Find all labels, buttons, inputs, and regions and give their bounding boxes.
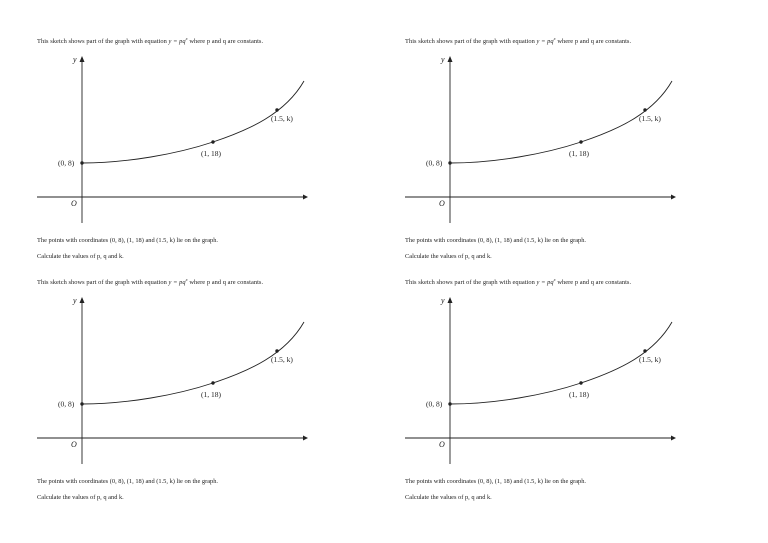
question-card (37, 36, 367, 266)
point-c-label: (1.5, k) (271, 114, 293, 123)
point-c-dot (643, 108, 646, 111)
points-statement: The points with coordinates (0, 8), (1, 18) and (1.5, k) lie on the graph. (37, 237, 219, 244)
exponential-graph (405, 48, 677, 226)
point-c-dot (275, 108, 278, 111)
point-a-label: (0, 8) (58, 399, 75, 409)
y-axis-arrow (448, 56, 453, 62)
equation: $y = pq^x$ (168, 277, 188, 287)
point-a-label: (0, 8) (58, 158, 75, 168)
origin-label: O (439, 199, 445, 208)
point-a-dot (80, 402, 83, 405)
exponential-graph (405, 289, 677, 467)
point-a-label: (0, 8) (426, 158, 443, 168)
points-statement: The points with coordinates (0, 8), (1, 18) and (1.5, k) lie on the graph. (405, 478, 587, 485)
calculate-instruction: Calculate the values of p, q and k. (37, 494, 124, 501)
origin-label: O (71, 440, 77, 449)
calculate-instruction: Calculate the values of p, q and k. (37, 253, 124, 260)
points-statement: The points with coordinates (0, 8), (1, 18) and (1.5, k) lie on the graph. (405, 237, 587, 244)
equation: $y = pq^x$ (536, 277, 556, 287)
question-card (37, 277, 367, 507)
point-b-dot (211, 140, 214, 143)
y-axis-label: y (441, 55, 445, 64)
exponential-graph (37, 289, 309, 467)
y-axis-arrow (448, 297, 453, 303)
point-a-label: (0, 8) (426, 399, 443, 409)
question-intro: This sketch shows part of the graph with equation $y = pq^x$ where p and q are constants. (37, 277, 264, 287)
point-b-dot (211, 381, 214, 384)
point-c-dot (643, 349, 646, 352)
origin-label: O (71, 199, 77, 208)
y-axis-label: y (73, 296, 77, 305)
point-b-label: (1, 18) (201, 149, 221, 158)
point-c-dot (275, 349, 278, 352)
exponential-graph (37, 48, 309, 226)
question-intro: This sketch shows part of the graph with equation $y = pq^x$ where p and q are constants. (405, 36, 632, 46)
point-b-label: (1, 18) (569, 390, 589, 399)
question-card (405, 277, 735, 507)
point-a-dot (448, 161, 451, 164)
point-c-label: (1.5, k) (639, 355, 661, 364)
y-axis-arrow (80, 297, 85, 303)
origin-label: O (439, 440, 445, 449)
x-axis-arrow (303, 436, 308, 441)
x-axis-arrow (303, 195, 308, 200)
x-axis-arrow (671, 436, 676, 441)
point-b-dot (579, 140, 582, 143)
points-statement: The points with coordinates (0, 8), (1, 18) and (1.5, k) lie on the graph. (37, 478, 219, 485)
point-c-label: (1.5, k) (639, 114, 661, 123)
y-axis-label: y (73, 55, 77, 64)
question-card (405, 36, 735, 266)
y-axis-arrow (80, 56, 85, 62)
point-a-dot (80, 161, 83, 164)
calculate-instruction: Calculate the values of p, q and k. (405, 494, 492, 501)
equation: $y = pq^x$ (168, 36, 188, 46)
point-a-dot (448, 402, 451, 405)
y-axis-label: y (441, 296, 445, 305)
equation: $y = pq^x$ (536, 36, 556, 46)
question-intro: This sketch shows part of the graph with equation $y = pq^x$ where p and q are constants. (37, 36, 264, 46)
point-b-label: (1, 18) (201, 390, 221, 399)
point-b-label: (1, 18) (569, 149, 589, 158)
point-b-dot (579, 381, 582, 384)
point-c-label: (1.5, k) (271, 355, 293, 364)
x-axis-arrow (671, 195, 676, 200)
question-intro: This sketch shows part of the graph with equation $y = pq^x$ where p and q are constants. (405, 277, 632, 287)
calculate-instruction: Calculate the values of p, q and k. (405, 253, 492, 260)
